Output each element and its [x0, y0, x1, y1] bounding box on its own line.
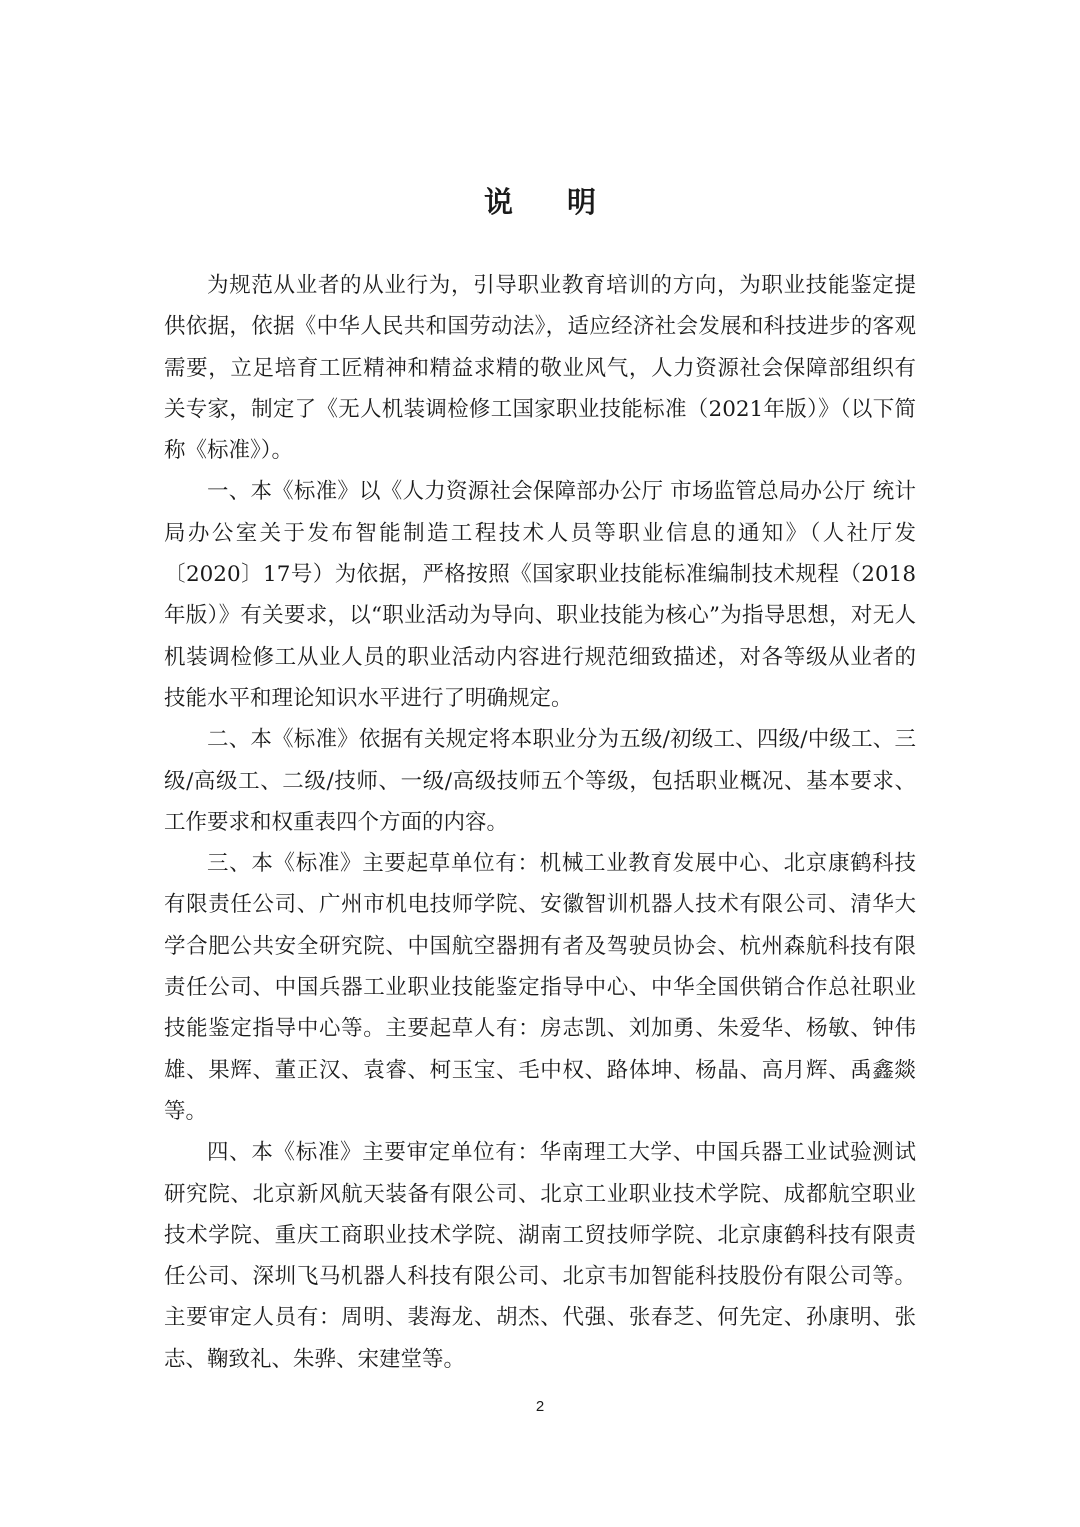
paragraph-section-1: 一、本《标准》以《人力资源社会保障部办公厅 市场监管总局办公厅 统计局办公室关于发布智能制造工程技术人员等职业信息的通知》（人社厅发〔2020〕17号）为依据，严格按照《国家职业技能标准编制技术规程（2018年版）》有关要求，以“职业活动为导向、职业技能为核心”为指导思想，对无人机装调检修工从业人员的职业活动内容进行规范细致描述，对各等级从业者的技能水平和理论知识水平进行了明确规定。 — [164, 479, 916, 711]
paragraph-section-3: 三、本《标准》主要起草单位有：机械工业教育发展中心、北京康鹤科技有限责任公司、广州市机电技师学院、安徽智训机器人技术有限公司、清华大学合肥公共安全研究院、中国航空器拥有者及驾驶员协会、杭州森航科技有限责任公司、中国兵器工业职业技能鉴定指导中心、中华全国供销合作总社职业技能鉴定指导中心等。主要起草人有：房志凯、刘加勇、朱爱华、杨敏、钟伟雄、果辉、董正汉、袁睿、柯玉宝、毛中权、路体坤、杨晶、高月辉、禹鑫燚等。 — [164, 851, 916, 1124]
page-title: 说 明 — [483, 185, 619, 219]
document-body — [164, 265, 916, 1380]
page-number: 2 — [535, 1398, 545, 1415]
paragraph-section-2: 二、本《标准》依据有关规定将本职业分为五级/初级工、四级/中级工、三级/高级工、二级/技师、一级/高级技师五个等级，包括职业概况、基本要求、工作要求和权重表四个方面的内容。 — [164, 727, 916, 835]
paragraph-intro: 为规范从业者的从业行为，引导职业教育培训的方向，为职业技能鉴定提供依据，依据《中华人民共和国劳动法》，适应经济社会发展和科技进步的客观需要，立足培育工匠精神和精益求精的敬业风气，人力资源社会保障部组织有关专家，制定了《无人机装调检修工国家职业技能标准（2021年版）》（以下简称《标准》）。 — [164, 273, 916, 464]
paragraph-section-4: 四、本《标准》主要审定单位有：华南理工大学、中国兵器工业试验测试研究院、北京新风航天装备有限公司、北京工业职业技术学院、成都航空职业技术学院、重庆工商职业技术学院、湖南工贸技师学院、北京康鹤科技有限责任公司、深圳飞马机器人科技有限公司、北京韦加智能科技股份有限公司等。主要审定人员有：周明、裴海龙、胡杰、代强、张春芝、何先定、孙康明、张志、鞠致礼、朱骅、宋建堂等。 — [164, 1140, 916, 1372]
